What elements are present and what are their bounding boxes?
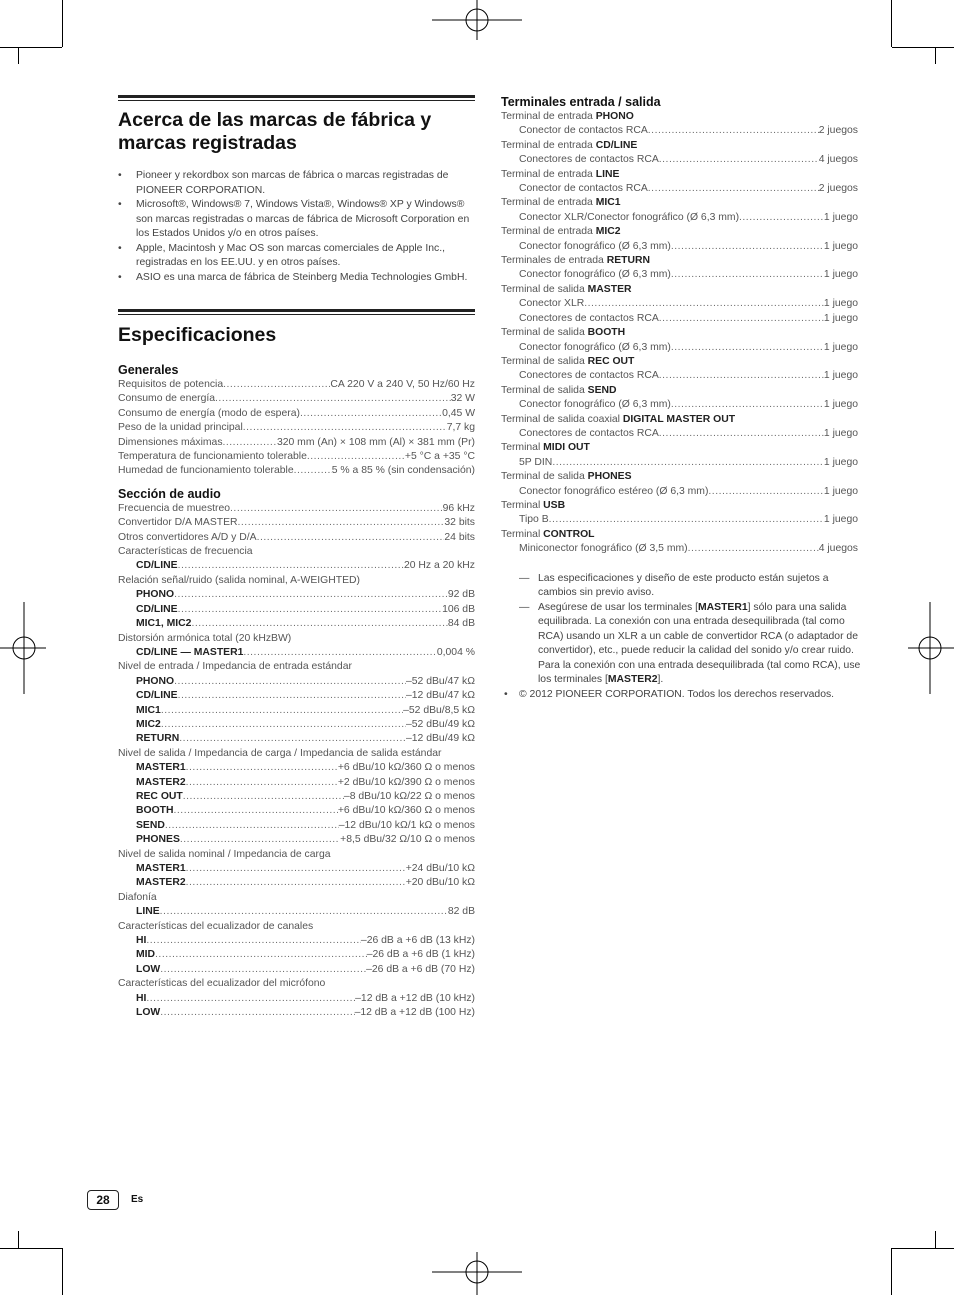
leader-dots [294, 464, 332, 478]
registration-mark-top [432, 0, 522, 40]
spec-label: PHONES [136, 834, 180, 846]
spec-subheading: Nivel de salida / Impedancia de carga / Impedancia de salida estándar [118, 747, 442, 759]
leader-dots [243, 646, 436, 660]
list-item: • Pioneer y rekordbox son marcas de fábrica o marcas registradas de PIONEER CORPORATION. [118, 169, 475, 198]
general-heading: Generales [118, 363, 179, 377]
audio-heading: Sección de audio [118, 486, 221, 501]
spec-row [118, 963, 475, 977]
spec-row [118, 776, 475, 790]
leader-dots [671, 268, 824, 282]
spec-value: –12 dB a +12 dB (10 kHz) [355, 992, 475, 1004]
spec-row [501, 398, 858, 412]
terminal-prefix: Terminal [501, 499, 544, 511]
spec-subheading: Nivel de entrada / Impedancia de entrada estándar [118, 661, 352, 673]
spec-value: 1 juego [823, 312, 858, 324]
spec-label: Conector fonográfico (Ø 6,3 mm) [519, 399, 671, 411]
spec-row [118, 617, 475, 631]
terminal-name: RETURN [606, 255, 650, 267]
page-number: 28 [87, 1190, 119, 1210]
terminal-name: MIC2 [595, 226, 621, 238]
spec-label: MASTER1 [136, 762, 186, 774]
spec-label: HI [136, 935, 147, 947]
spec-row [118, 407, 475, 421]
terminal-name: CD/LINE [595, 139, 638, 151]
spec-label: MID [136, 949, 156, 961]
spec-value: –12 dBu/47 kΩ [405, 690, 475, 702]
spec-row [118, 603, 475, 617]
spec-label: MASTER1 [136, 863, 186, 874]
terminal-prefix: Terminal de entrada [501, 139, 596, 151]
terminal-name: MIC1 [595, 197, 621, 209]
leader-dots [146, 934, 361, 948]
spec-value: 320 mm (An) × 108 mm (Al) × 381 mm (Pr) [276, 436, 475, 448]
language-code: Es [131, 1194, 144, 1205]
spec-value: –12 dBu/49 kΩ [405, 733, 475, 745]
spec-row [501, 124, 858, 138]
spec-row [118, 732, 475, 746]
spec-label: Tipo B [519, 514, 549, 526]
terminal-group-heading [501, 283, 858, 297]
spec-value: +20 dBu/10 kΩ [405, 877, 475, 889]
leader-dots [659, 312, 824, 326]
terminal-group-heading [501, 441, 858, 455]
spec-label: Conector XLR [519, 298, 585, 310]
spec-label: Miniconector fonográfico (Ø 3,5 mm) [519, 543, 688, 555]
spec-row [118, 790, 475, 804]
spec-row [118, 646, 475, 660]
spec-row [501, 211, 858, 225]
spec-row [118, 934, 475, 948]
leader-dots [191, 617, 447, 631]
terminal-name: LINE [595, 168, 620, 180]
terminal-prefix: Terminal de entrada [501, 197, 596, 209]
spec-value: 1 juego [823, 485, 858, 497]
terminal-group-heading [501, 110, 858, 124]
spec-label: Conector fonográfico estéreo (Ø 6,3 mm) [519, 485, 709, 497]
leader-dots [230, 502, 443, 516]
spec-label: Conectores de contactos RCA [519, 154, 659, 166]
spec-row [501, 485, 858, 499]
leader-dots [183, 790, 344, 804]
right-column [501, 95, 861, 702]
terminal-group-heading [501, 326, 858, 340]
spec-value: 0,004 % [436, 646, 475, 658]
leader-dots [179, 732, 406, 746]
spec-row [501, 297, 858, 311]
leader-dots [584, 297, 824, 311]
terminal-name: CONTROL [543, 528, 595, 540]
spec-value: –26 dB a +6 dB (1 kHz) [366, 949, 475, 961]
terminal-group-heading [501, 413, 858, 427]
spec-value: 1 juego [823, 427, 858, 439]
spec-row [118, 833, 475, 847]
list-item: • Apple, Macintosh y Mac OS son marcas comerciales de Apple Inc., registradas en los EE.UU. y en otros países. [118, 242, 475, 271]
terminal-prefix: Terminal de salida coaxial [501, 413, 623, 425]
spec-row [501, 513, 858, 527]
spec-value: +6 dBu/10 kΩ/360 Ω o menos [337, 762, 475, 774]
spec-label: Consumo de energía [118, 393, 216, 405]
spec-row [118, 819, 475, 833]
spec-subheading: Relación señal/ruido (salida nominal, A-WEIGHTED) [118, 574, 360, 586]
spec-row [118, 516, 475, 530]
spec-row [118, 502, 475, 516]
spec-label: Consumo de energía (modo de espera) [118, 407, 300, 419]
spec-value: –26 dB a +6 dB (13 kHz) [360, 935, 475, 947]
note-copyright: • © 2012 PIONEER CORPORATION. Todos los derechos reservados. [504, 688, 835, 700]
spec-value: +2 dBu/10 kΩ/390 Ω o menos [337, 776, 475, 788]
spec-subheading: Distorsión armónica total (20 kHzBW) [118, 632, 292, 644]
terminal-specs [501, 110, 858, 557]
spec-row [118, 450, 475, 464]
spec-value: –52 dBu/49 kΩ [405, 718, 475, 730]
spec-value: –26 dB a +6 dB (70 Hz) [366, 963, 475, 975]
terminal-prefix: Terminal de entrada [501, 226, 596, 238]
spec-row [118, 559, 475, 573]
spec-row [118, 689, 475, 703]
spec-subheading: Diafonía [118, 891, 157, 903]
leader-dots [238, 516, 445, 530]
spec-row [118, 378, 475, 392]
spec-row [118, 948, 475, 962]
spec-subheading: Nivel de salida nominal / Impedancia de carga [118, 848, 331, 860]
spec-value: 0,45 W [442, 407, 475, 419]
leader-dots [659, 153, 819, 167]
terminal-group-heading [501, 139, 858, 153]
spec-row [118, 1006, 475, 1020]
spec-label: Humedad de funcionamiento tolerable [118, 465, 294, 477]
spec-label: Peso de la unidad principal [118, 422, 243, 434]
spec-label: Conector fonográfico (Ø 6,3 mm) [519, 341, 671, 353]
spec-value: 1 juego [823, 456, 858, 468]
spec-value: 4 juegos [818, 154, 858, 166]
spec-value: 2 juegos [818, 183, 858, 195]
spec-value: –12 dB a +12 dB (100 Hz) [354, 1007, 475, 1019]
spec-row [118, 392, 475, 406]
specs-title: Especificaciones [118, 324, 277, 346]
terminal-prefix: Terminal de salida [501, 283, 588, 295]
terminal-group-heading [501, 384, 858, 398]
leader-dots [688, 542, 819, 556]
spec-row [501, 456, 858, 470]
spec-value: 4 juegos [818, 543, 858, 555]
spec-row [118, 464, 475, 478]
spec-label: CD/LINE [136, 560, 178, 572]
spec-label: Conectores de contactos RCA [519, 370, 659, 382]
terminal-name: DIGITAL MASTER OUT [622, 413, 736, 425]
spec-label: HI [136, 992, 147, 1004]
spec-value: +24 dBu/10 kΩ [405, 863, 475, 874]
spec-label: 5P DIN [519, 456, 553, 468]
spec-label: Conector fonográfico (Ø 6,3 mm) [519, 240, 671, 252]
leader-dots [186, 862, 406, 876]
leader-dots [671, 240, 824, 254]
spec-row [118, 761, 475, 775]
leader-dots [739, 211, 824, 225]
spec-value: +6 dBu/10 kΩ/360 Ω o menos [337, 805, 475, 817]
spec-label: Requisitos de potencia [118, 379, 224, 390]
spec-value: +8,5 dBu/32 Ω/10 Ω o menos [340, 834, 475, 846]
terminal-prefix: Terminal de entrada [501, 111, 596, 122]
spec-value: –52 dBu/47 kΩ [405, 675, 475, 687]
leader-dots [648, 124, 819, 138]
spec-value: 1 juego [823, 269, 858, 281]
terminal-name: BOOTH [587, 327, 626, 339]
spec-row [118, 675, 475, 689]
spec-value: 5 % a 85 % (sin condensación) [331, 465, 475, 477]
terminal-prefix: Terminal de entrada [501, 168, 596, 180]
spec-label: REC OUT [136, 790, 183, 802]
section-rule [118, 95, 475, 101]
notes [501, 572, 861, 703]
terminal-name: SEND [587, 384, 617, 396]
spec-label: CD/LINE [136, 603, 178, 615]
spec-row [118, 905, 475, 919]
spec-subheading: Características del ecualizador del micrófono [118, 978, 326, 990]
section-rule [118, 309, 475, 315]
spec-value: 1 juego [823, 370, 858, 382]
registration-mark-right [908, 602, 954, 694]
trademarks-list [118, 169, 475, 285]
terminal-name: PHONO [595, 111, 634, 122]
spec-value: 7,7 kg [446, 422, 475, 434]
spec-row [118, 436, 475, 450]
terminal-prefix: Terminal de salida [501, 355, 588, 367]
spec-label: CD/LINE [136, 690, 178, 702]
leader-dots [178, 603, 442, 617]
leader-dots [215, 392, 451, 406]
terminal-group-heading [501, 168, 858, 182]
spec-value: 32 bits [444, 517, 475, 529]
leader-dots [160, 905, 448, 919]
spec-row [118, 704, 475, 718]
spec-value: CA 220 V a 240 V, 50 Hz/60 Hz [330, 379, 475, 390]
terminal-name: USB [543, 499, 566, 511]
spec-row [501, 182, 858, 196]
spec-row [118, 421, 475, 435]
spec-value: 1 juego [823, 298, 858, 310]
leader-dots [671, 341, 824, 355]
leader-dots [648, 182, 819, 196]
spec-label: Conector fonográfico (Ø 6,3 mm) [519, 269, 671, 281]
terminal-prefix: Terminales de entrada [501, 255, 607, 267]
spec-label: LOW [136, 963, 161, 975]
spec-row [118, 531, 475, 545]
spec-row [118, 862, 475, 876]
spec-label: Conectores de contactos RCA [519, 312, 659, 324]
spec-label: Dimensiones máximas [118, 436, 223, 448]
leader-dots [146, 992, 355, 1006]
terminal-group-heading [501, 225, 858, 239]
spec-row [501, 240, 858, 254]
list-item: • ASIO es una marca de fábrica de Steinberg Media Technologies GmbH. [118, 271, 475, 286]
terminal-group-heading [501, 254, 858, 268]
leader-dots [174, 804, 338, 818]
spec-row [501, 542, 858, 556]
leader-dots [552, 456, 824, 470]
spec-label: Conector de contactos RCA [519, 183, 648, 195]
terminal-group-heading [501, 355, 858, 369]
leader-dots [186, 776, 338, 790]
spec-value: 1 juego [823, 399, 858, 411]
spec-value: –12 dBu/10 kΩ/1 kΩ o menos [338, 819, 475, 831]
leader-dots [186, 876, 406, 890]
spec-value: 106 dB [442, 603, 475, 615]
spec-subheading: Características de frecuencia [118, 546, 253, 558]
leader-dots [708, 485, 823, 499]
spec-row [501, 427, 858, 441]
spec-value: 96 kHz [442, 502, 475, 514]
spec-label: SEND [136, 819, 165, 831]
leader-dots [300, 407, 442, 421]
leader-dots [161, 718, 406, 732]
leader-dots [155, 948, 367, 962]
registration-mark-left [0, 602, 46, 694]
spec-value: 92 dB [447, 589, 475, 601]
leader-dots [160, 1006, 354, 1020]
terminal-prefix: Terminal de salida [501, 384, 588, 396]
spec-row [118, 718, 475, 732]
spec-row [501, 153, 858, 167]
spec-label: BOOTH [136, 805, 174, 817]
spec-label: Conector XLR/Conector fonográfico (Ø 6,3 mm) [519, 211, 740, 223]
spec-label: Frecuencia de muestreo [118, 502, 231, 514]
leader-dots [243, 421, 447, 435]
trademarks-title: Acerca de las marcas de fábrica y marcas registradas [118, 109, 432, 154]
audio-specs [118, 502, 475, 1021]
spec-label: MASTER2 [136, 776, 186, 788]
leader-dots [165, 819, 339, 833]
spec-value: 1 juego [823, 240, 858, 252]
spec-value: 2 juegos [818, 125, 858, 137]
terminal-group-heading [501, 528, 858, 542]
spec-value: +5 °C a +35 °C [404, 451, 475, 463]
spec-label: Temperatura de funcionamiento tolerable [118, 451, 307, 463]
spec-label: MIC1 [136, 704, 161, 716]
spec-row [501, 341, 858, 355]
terminal-prefix: Terminal de salida [501, 471, 588, 483]
leader-dots [178, 559, 404, 573]
terminal-name: PHONES [587, 471, 632, 483]
terminal-prefix: Terminal [501, 442, 544, 454]
spec-label: LOW [136, 1007, 161, 1019]
spec-label: MIC1, MIC2 [136, 618, 192, 630]
spec-row [118, 804, 475, 818]
leader-dots [174, 588, 448, 602]
spec-row [118, 588, 475, 602]
spec-label: MASTER2 [136, 877, 186, 889]
spec-row [118, 876, 475, 890]
leader-dots [671, 398, 824, 412]
spec-label: MIC2 [136, 718, 161, 730]
spec-row [501, 268, 858, 282]
leader-dots [257, 531, 445, 545]
spec-label: CD/LINE — MASTER1 [136, 646, 244, 658]
leader-dots [174, 675, 406, 689]
terminal-prefix: Terminal [501, 528, 544, 540]
leader-dots [160, 963, 366, 977]
leader-dots [223, 436, 277, 450]
leader-dots [178, 689, 406, 703]
leader-dots [307, 450, 405, 464]
spec-value: 1 juego [823, 341, 858, 353]
spec-value: 82 dB [447, 906, 475, 918]
spec-label: Otros convertidores A/D y D/A [118, 531, 257, 543]
spec-value: 84 dB [447, 618, 475, 630]
registration-mark-bottom [432, 1252, 522, 1295]
spec-value: 1 juego [823, 514, 858, 526]
spec-row [501, 369, 858, 383]
spec-value: –52 dBu/8,5 kΩ [403, 704, 475, 716]
terminal-group-heading [501, 499, 858, 513]
spec-value: 24 bits [444, 531, 475, 543]
spec-label: RETURN [136, 733, 180, 745]
terminal-group-heading [501, 196, 858, 210]
general-specs [118, 378, 475, 479]
leader-dots [186, 761, 338, 775]
leader-dots [223, 378, 330, 392]
leader-dots [549, 513, 824, 527]
terminal-prefix: Terminal de salida [501, 327, 588, 339]
spec-value: –8 dBu/10 kΩ/22 Ω o menos [343, 790, 475, 802]
leader-dots [180, 833, 340, 847]
leader-dots [659, 427, 824, 441]
spec-value: 32 W [450, 393, 475, 405]
spec-label: Conector de contactos RCA [519, 125, 648, 137]
spec-label: LINE [136, 906, 160, 918]
terminal-group-heading [501, 470, 858, 484]
note-master1: — Asegúrese de usar los terminales [MASTER1] sólo para una salida equilibrada. La conexión con una entrada desequilibrada (tal como RCA) usando un XLR a un cable de convertidor RCA (o adaptador de convertidor), etc., puede reducir la calidad del sonido y/o crear ruido. Para la conexión con una entrada desequilibrada (tal como RCA), use los terminales [MASTER2]. [519, 601, 861, 686]
spec-label: PHONO [136, 589, 175, 601]
spec-row [501, 312, 858, 326]
left-column [118, 95, 475, 1020]
spec-label: Conectores de contactos RCA [519, 427, 659, 439]
spec-row [118, 992, 475, 1006]
terminal-name: MIDI OUT [543, 442, 590, 454]
spec-subheading: Características del ecualizador de canales [118, 920, 314, 932]
leader-dots [659, 369, 824, 383]
spec-value: 1 juego [823, 211, 858, 223]
spec-label: PHONO [136, 675, 175, 687]
leader-dots [161, 704, 403, 718]
note-changes: — Las especificaciones y diseño de este producto están sujetos a cambios sin previo aviso. [519, 572, 829, 599]
spec-label: Convertidor D/A MASTER [118, 517, 238, 529]
spec-value: 20 Hz a 20 kHz [403, 560, 475, 572]
list-item: • Microsoft®, Windows® 7, Windows Vista®, Windows® XP y Windows® son marcas registradas o marcas de fábrica de Microsoft Corporation en los Estados Unidos y/o en otros países. [118, 198, 475, 242]
terminals-heading: Terminales entrada / salida [501, 95, 661, 109]
terminal-name: MASTER [587, 283, 632, 295]
terminal-name: REC OUT [587, 355, 635, 367]
